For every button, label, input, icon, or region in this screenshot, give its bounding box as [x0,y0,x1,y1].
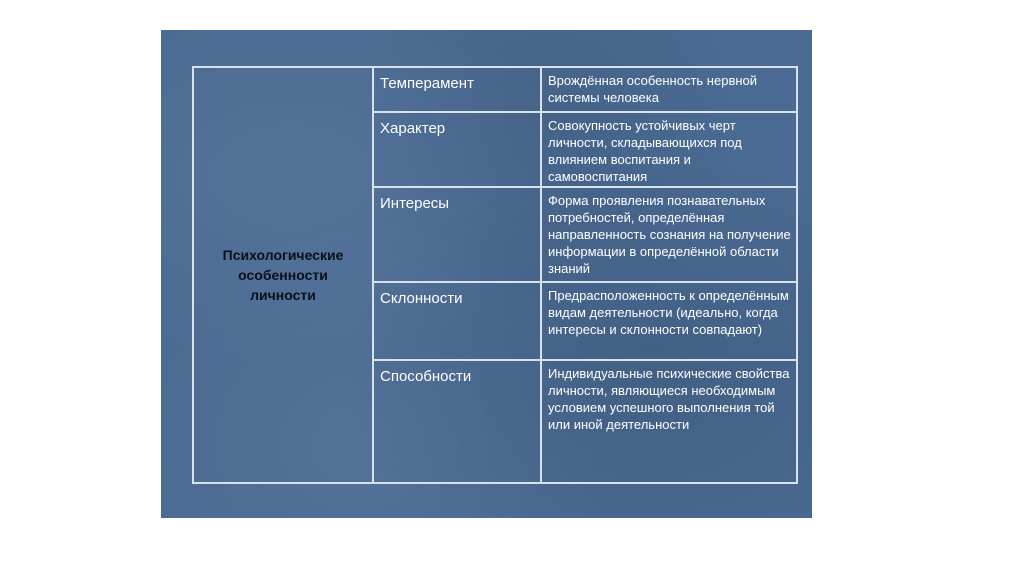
category-cell [194,68,374,482]
term-cell: Интересы [374,188,542,281]
definition-cell: Врождённая особенность нервной системы человека [548,73,758,105]
definition-cell: Предрасположенность к определённым видам деятельности (идеально, когда интересы и склонности совпадают) [548,288,789,337]
term-cell: Характер [374,113,542,186]
table-row [374,113,796,188]
definition-cell: Индивидуальные психические свойства личности, являющиеся необходимым условием успешного выполнения той или иной деятельности [548,366,790,432]
term-cell: Способности [374,361,542,482]
definition-cell: Форма проявления познавательных потребностей, определённая направленность сознания на получение информации в определённой области знаний [548,193,791,276]
slide [161,30,812,518]
term-cell: Склонности [374,283,542,359]
table-row [374,188,796,283]
table-row [374,68,796,113]
personality-traits-table [192,66,798,484]
table-row [374,283,796,361]
category-label: Психологические особенности личности [222,247,344,303]
table-row [374,361,796,482]
term-cell: Темперамент [374,68,542,111]
definition-cell: Совокупность устойчивых черт личности, складывающихся под влиянием воспитания и самовоспитания [548,118,742,184]
